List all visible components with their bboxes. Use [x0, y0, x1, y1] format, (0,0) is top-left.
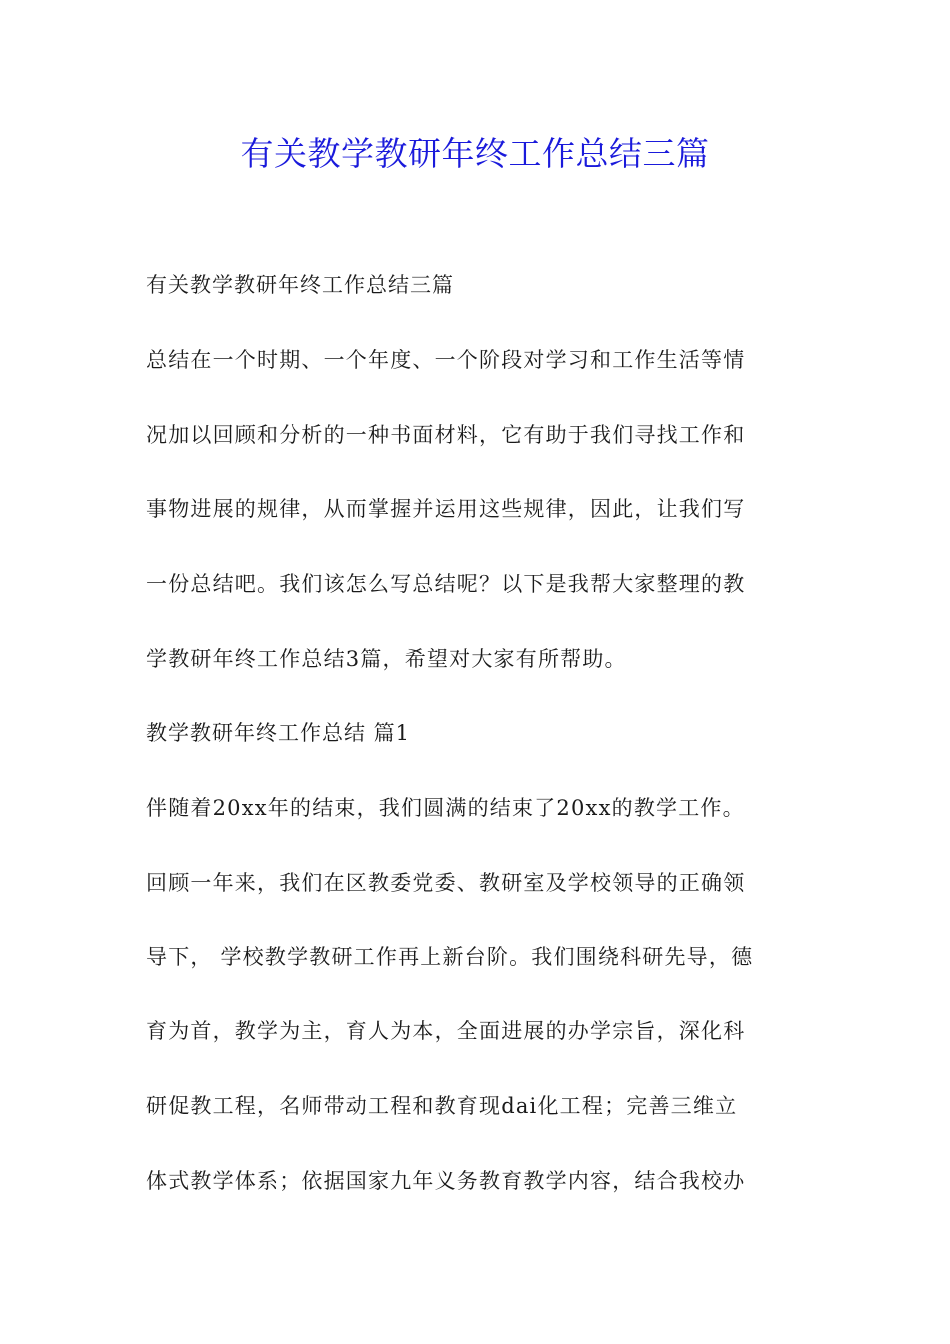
paragraph-line: 事物进展的规律，从而掌握并运用这些规律，因此，让我们写 — [146, 497, 746, 521]
paragraph-line: 研促教工程，名师带动工程和教育现dai化工程；完善三维立 — [146, 1094, 738, 1118]
paragraph-line: 回顾一年来，我们在区教委党委、教研室及学校领导的正确领 — [146, 871, 746, 895]
paragraph-line: 体式教学体系；依据国家九年义务教育教学内容，结合我校办 — [146, 1169, 746, 1193]
document-title: 有关教学教研年终工作总结三篇 — [240, 134, 710, 173]
paragraph-line: 育为首，教学为主，育人为本，全面进展的办学宗旨，深化科 — [146, 1019, 746, 1043]
subtitle-line: 有关教学教研年终工作总结三篇 — [146, 273, 454, 297]
paragraph-line: 一份总结吧。我们该怎么写总结呢？以下是我帮大家整理的教 — [146, 572, 746, 596]
paragraph-line: 导下， 学校教学教研工作再上新台阶。我们围绕科研先导，德 — [146, 945, 754, 969]
paragraph-line: 况加以回顾和分析的一种书面材料，它有助于我们寻找工作和 — [146, 423, 746, 447]
section-heading: 教学教研年终工作总结 篇1 — [146, 721, 411, 745]
paragraph-line: 学教研年终工作总结3篇，希望对大家有所帮助。 — [146, 647, 627, 671]
paragraph-line: 伴随着20xx年的结束，我们圆满的结束了20xx的教学工作。 — [146, 796, 745, 820]
paragraph-line: 总结在一个时期、一个年度、一个阶段对学习和工作生活等情 — [146, 348, 746, 372]
